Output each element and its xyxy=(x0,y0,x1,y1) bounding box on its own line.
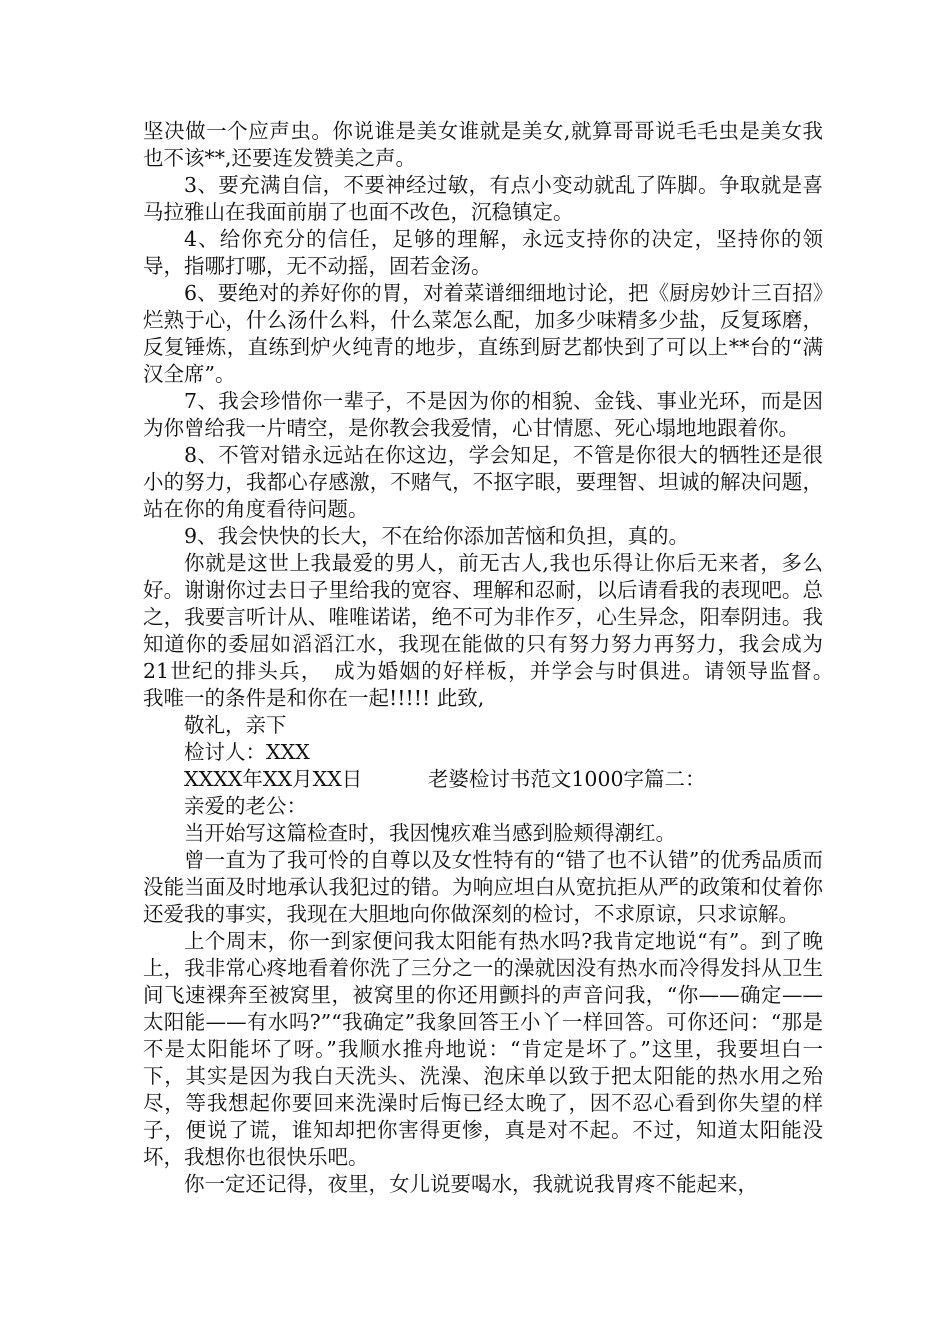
document-page xyxy=(143,118,844,1198)
paragraph: 6、要绝对的养好你的胃，对着菜谱细细地讨论，把《厨房妙计三百招》烂熟于心，什么汤什么料，什么菜怎么配，加多少味精多少盐，反复琢磨，反复锤炼，直练到炉火纯青的地步，直练到厨艺都快到了可以上**台的“满汉全席”。 xyxy=(143,281,823,386)
paragraph: 3、要充满自信，不要神经过敏，有点小变动就乱了阵脚。争取就是喜马拉雅山在我面前崩了也面不改色，沉稳镇定。 xyxy=(143,173,823,224)
paragraph: 你一定还记得，夜里，女儿说要喝水，我就说我胃疼不能起来， xyxy=(184,1172,758,1196)
paragraph: 7、我会珍惜你一辈子，不是因为你的相貌、金钱、事业光环，而是因为你曾给我一片晴空，是你教会我爱情，心甘情愿、死心塌地地跟着你。 xyxy=(143,389,823,440)
paragraph: 当开始写这篇检查时，我因愧疚难当感到脸颊得潮红。 xyxy=(184,821,676,845)
date-and-title-line xyxy=(143,766,823,793)
signer-line: 检讨人：XXX xyxy=(184,740,310,764)
paragraph: 上个周末，你一到家便问我太阳能有热水吗?我肯定地说“有”。到了晚上，我非常心疼地看着你洗了三分之一的澡就因没有热水而冷得发抖从卫生间飞速裸奔至被窝里，被窝里的你还用颤抖的声音问我，“你——确定——太阳能——有水吗?”“我确定”我象回答王小丫一样回答。可你还问：“那是不是太阳能坏了呀。”我顺水推舟地说：“肯定是坏了。”这里，我要坦白一下，其实是因为我白天洗头、洗澡、泡床单以致于把太阳能的热水用之殆尽，等我想起你要回来洗澡时后悔已经太晚了，因不忍心看到你失望的样子，便说了谎，谁知却把你害得更惨，真是对不起。不过，知道太阳能没坏，我想你也很快乐吧。 xyxy=(143,929,823,1169)
paragraph: 曾一直为了我可怜的自尊以及女性特有的“错了也不认错”的优秀品质而没能当面及时地承认我犯过的错。为响应坦白从宽抗拒从严的政策和仗着你还爱我的事实，我现在大胆地向你做深刻的检讨，不求原谅，只求谅解。 xyxy=(143,848,823,926)
paragraph: 4、给你充分的信任，足够的理解，永远支持你的决定，坚持你的领导，指哪打哪，无不动摇，固若金汤。 xyxy=(143,227,823,278)
closing-salute: 敬礼，亲下 xyxy=(184,713,287,737)
paragraph: 8、不管对错永远站在你这边，学会知足，不管是你很大的牺牲还是很小的努力，我都心存感激，不赌气，不抠字眼，要理智、坦诚的解决问题，站在你的角度看待问题。 xyxy=(143,443,823,521)
paragraph: 坚决做一个应声虫。你说谁是美女谁就是美女,就算哥哥说毛毛虫是美女我也不该**,还要连发赞美之声。 xyxy=(143,119,823,170)
paragraph: 9、我会快快的长大，不在给你添加苦恼和负担，真的。 xyxy=(184,524,690,548)
section-title: 老婆检讨书范文1000字篇二： xyxy=(427,767,706,791)
greeting: 亲爱的老公： xyxy=(184,794,307,818)
date: XXXX年XX月XX日 xyxy=(184,767,363,791)
paragraph: 你就是这世上我最爱的男人，前无古人,我也乐得让你后无来者，多么好。谢谢你过去日子里给我的宽容、理解和忍耐，以后请看我的表现吧。总之，我要言听计从、唯唯诺诺，绝不可为非作歹，心生异念，阳奉阴违。我知道你的委屈如滔滔江水，我现在能做的只有努力努力再努力，我会成为21世纪的排头兵， 成为婚姻的好样板，并学会与时俱进。请领导监督。 我唯一的条件是和你在一起!!!!! 此致, xyxy=(143,551,844,710)
